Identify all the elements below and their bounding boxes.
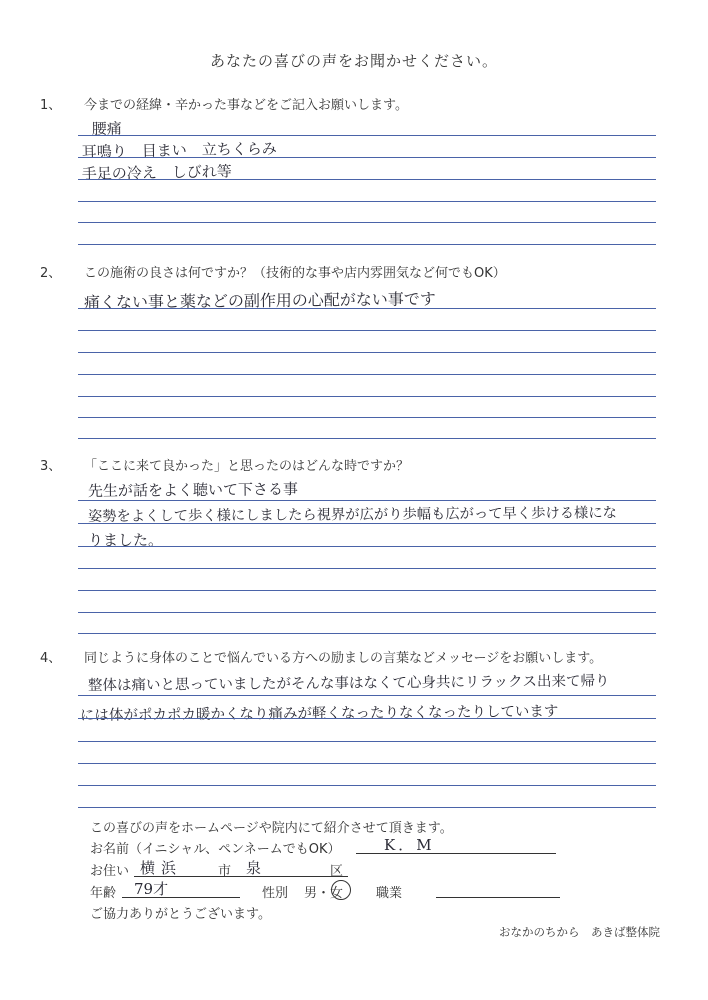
question-1: [40, 94, 408, 113]
answer-rule: [78, 201, 656, 202]
question-3: [40, 455, 409, 474]
answer-rule: [78, 135, 656, 136]
selected-gender-circle: [331, 880, 351, 900]
question-text: 同じように身体のことで悩んでいる方への励ましの言葉などメッセージをお願いします。: [84, 651, 603, 666]
gender-male: 男: [304, 886, 318, 901]
answer-rule: [78, 374, 656, 375]
footer-intro: この喜びの声をホームページや院内にて紹介させて頂きます。: [90, 821, 453, 836]
answer-line: 腰痛: [91, 119, 122, 139]
age-label: 年齢: [90, 886, 117, 901]
answer-rule: [78, 352, 656, 353]
question-number: 4、: [40, 651, 62, 666]
name-underline: [356, 853, 556, 854]
answer-rule: [78, 417, 656, 418]
answer-rule: [78, 308, 656, 309]
answer-line: 耳鳴り 目まい 立ちくらみ: [81, 139, 277, 162]
answer-line: りました。: [88, 531, 164, 549]
answer-line: には体がポカポカ暖かくなり痛みが軽くなったりなくなったりしています: [79, 703, 559, 725]
address-label: お住い: [90, 864, 130, 879]
answer-rule: [78, 179, 656, 180]
question-text: この施術の良さは何ですか？（技術的な事や店内雰囲気など何でもOK）: [84, 266, 506, 281]
answer-line: 痛くない事と薬などの副作用の心配がない事です: [83, 289, 436, 313]
answer-rule: [78, 741, 656, 742]
answer-rule: [78, 695, 656, 696]
answer-line: 先生が話をよく聴いて下さる事: [87, 480, 298, 501]
gender-separator: ・: [317, 886, 331, 901]
question-number: 1、: [40, 98, 62, 113]
answer-rule: [78, 157, 656, 158]
answer-rule: [78, 763, 656, 764]
name-value: K．M: [384, 836, 435, 854]
name-label: お名前（イニシャル、ペンネームでもOK）: [90, 842, 341, 857]
answer-rule: [78, 718, 656, 719]
answer-rule: [78, 590, 656, 591]
address-city-suffix: 市: [218, 864, 232, 879]
job-underline: [436, 897, 560, 898]
question-number: 3、: [40, 459, 62, 474]
job-label: 職業: [376, 886, 403, 901]
answer-rule: [78, 785, 656, 786]
answer-line: 手足の冷え しびれ等: [81, 162, 232, 184]
answer-line: 姿勢をよくして歩く様にしましたら視界が広がり歩幅も広がって早く歩ける様にな: [87, 505, 617, 525]
answer-rule: [78, 807, 656, 808]
question-text: 今までの経緯・辛かった事などをご記入お願いします。: [84, 98, 408, 113]
question-4: [40, 647, 602, 666]
question-number: 2、: [40, 266, 62, 281]
gender-label: 性別: [262, 886, 289, 901]
age-underline: [122, 897, 240, 898]
answer-rule: [78, 330, 656, 331]
clinic-brand: おなかのちから あきば整体院: [499, 925, 660, 939]
answer-rule: [78, 500, 656, 501]
answer-rule: [78, 568, 656, 569]
answer-rule: [78, 612, 656, 613]
page-title: あなたの喜びの声をお聞かせください。: [209, 52, 498, 70]
answer-rule: [78, 396, 656, 397]
address-underline: [134, 876, 348, 877]
answer-rule: [78, 222, 656, 223]
age-value: 79才: [134, 880, 169, 898]
address-ward: 泉: [246, 859, 262, 877]
address-city: 横浜: [140, 859, 183, 877]
answer-line: 整体は痛いと思っていましたがそんな事はなくて心身共にリラックス出来て帰り: [87, 673, 610, 695]
question-text: 「ここに来て良かった」と思ったのはどんな時ですか？: [84, 459, 410, 474]
answer-rule: [78, 546, 656, 547]
answer-rule: [78, 523, 656, 524]
answer-rule: [78, 633, 656, 634]
question-2: [40, 262, 506, 281]
gender-female: 女: [330, 886, 344, 901]
answer-rule: [78, 438, 656, 439]
answer-rule: [78, 244, 656, 245]
address-ward-suffix: 区: [330, 864, 344, 879]
thanks-text: ご協力ありがとうございます。: [90, 907, 271, 922]
